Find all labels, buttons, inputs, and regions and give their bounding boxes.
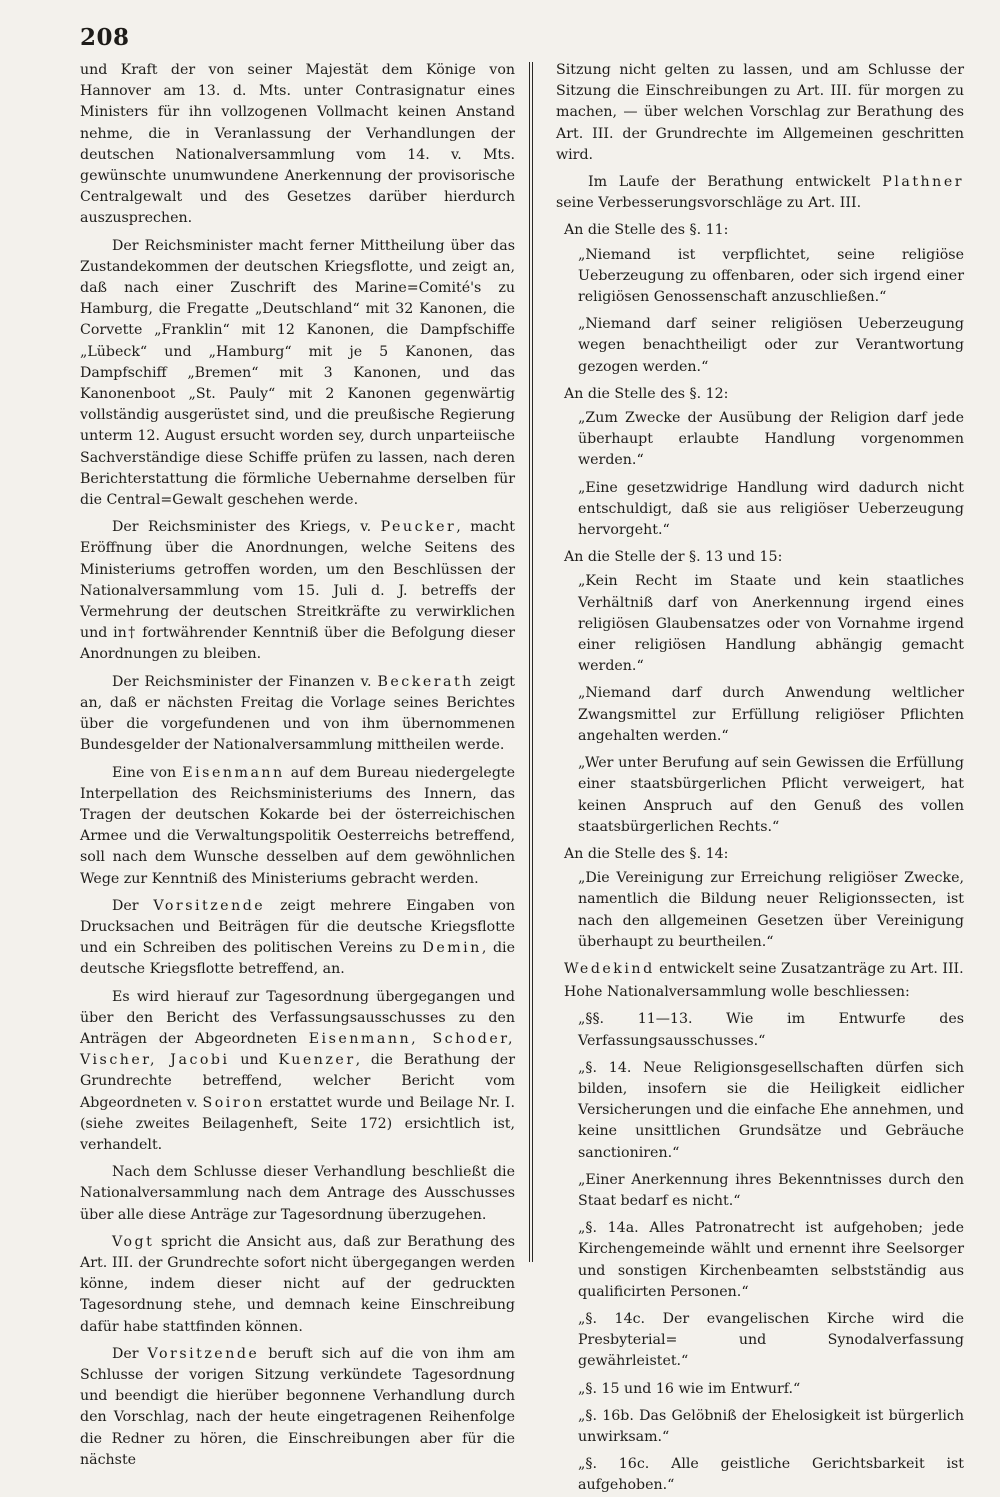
paragraph: Nach dem Schlusse dieser Verhandlung beschließt die Nationalversammlung nach dem Antrage des Ausschusses über alle diese Anträge zur Tagesordnung überzugehen. xyxy=(80,1164,515,1223)
section-heading: An die Stelle der §. 13 und 15: xyxy=(564,549,783,566)
speaker-name: Peucker xyxy=(380,519,457,536)
quote: „§. 15 und 16 wie im Entwurf.“ xyxy=(578,1380,801,1397)
quote: „Wer unter Berufung auf sein Gewissen die Erfüllung einer staatsbürgerlichen Pflicht verweigert, hat keinen Anspruch auf den Genuß des vollen staatsbürgerlichen Rechts.“ xyxy=(578,755,964,835)
right-column xyxy=(556,60,964,1494)
paragraph: Sitzung nicht gelten zu lassen, und am Schlusse der Sitzung die Einschreibungen zu Art. III. für morgen zu machen, — über welchen Vorschlag zur Berathung des Art. III. der Grundrechte im Allgemeinen geschritten wird. xyxy=(556,62,964,163)
paragraph: Der Reichsminister der Finanzen v. Beckerath zeigt an, daß er nächsten Freitag die Vorlage seines Berichtes über die vorgefundenen und von ihm übernommenen Bundesgelder der Nationalversammlung mittheilen werde. xyxy=(80,673,516,754)
quote: „Eine gesetzwidrige Handlung wird dadurch nicht entschuldigt, daß sie aus religiöser Ueberzeugung hervorgeht.“ xyxy=(578,479,964,539)
quote: „§. 14a. Alles Patronatrecht ist aufgehoben; jede Kirchengemeinde wählt und ernennt ihre Seelsorger und sonstigen Kirchenbeamten selbstständig aus qualificirten Personen.“ xyxy=(578,1220,964,1300)
paragraph: Im Laufe der Berathung entwickelt Plathner seine Verbesserungsvorschläge zu Art. III. xyxy=(556,174,964,212)
paragraph: Hohe Nationalversammlung wolle beschliessen: xyxy=(564,984,910,1001)
quote: „Zum Zwecke der Ausübung der Religion darf jede überhaupt erlaubte Handlung vorgenommen werden.“ xyxy=(578,410,964,469)
speaker-names: Eisenmann, Schoder, Vischer, Jacobi xyxy=(80,1030,515,1069)
paragraph: Der Reichsminister macht ferner Mittheilung über das Zustandekommen der deutschen Kriegsflotte, und zeigt an, daß nach einer Zuschrift des Marine=Comité's zu Hamburg, die Fregatte „Deutschland“ mit 32 Kanonen, die Corvette „Franklin“ mit 12 Kanonen, die Dampfschiffe „Lübeck“ und „Hamburg“ mit je 5 Kanonen, das Dampfschiff „Bremen“ mit 3 Kanonen, und das Kanonenboot „St. Pauly“ mit 2 Kanonen gegenwärtig vollständig ausgerüstet sind, und die preußische Regierung unterm 12. August ersucht worden sey, durch unparteiische Sachverständige diese Schiffe prüfen zu lassen, nach deren Berichterstattung die förmliche Uebernahme derselben für die Central=Gewalt geschehen werde. xyxy=(80,237,515,509)
quote: „Niemand darf durch Anwendung weltlicher Zwangsmittel zur Erfüllung religiöser Pflichten angehalten werden.“ xyxy=(578,685,964,744)
paragraph: Der Reichsminister des Kriegs, v. Peucker, macht Eröffnung über die Anordnungen, welche Seitens des Ministeriums getroffen worden, um den Beschlüssen der Nationalversammlung vom 15. Juli d. J. betreffs der Vermehrung der deutschen Streitkräfte zu verwirklichen und in† fortwährender Kenntniß über die Befolgung dieser Anordnungen zu bleiben. xyxy=(80,519,515,663)
speaker-name: Kuenzer xyxy=(278,1052,356,1069)
place-name: Demin xyxy=(422,940,482,957)
page-number: 208 xyxy=(80,24,130,51)
section-heading: An die Stelle des §. 14: xyxy=(564,845,729,862)
left-column xyxy=(80,60,516,1468)
speaker-name: Wedekind xyxy=(564,960,655,977)
paragraph: Vogt spricht die Ansicht aus, daß zur Berathung des Art. III. der Grundrechte sofort nicht übergegangen werden könne, indem dieser nicht auf der gedruckten Tagesordnung stehe, und demnach keine Einschreibung dafür habe stattfinden können. xyxy=(80,1233,515,1335)
section-heading: An die Stelle des §. 11: xyxy=(564,222,729,239)
speaker-name: Plathner xyxy=(882,174,964,191)
quote: „Niemand darf seiner religiösen Ueberzeugung wegen benachtheiligt oder zur Verantwortung gezogen werden.“ xyxy=(578,316,964,375)
paragraph: und Kraft der von seiner Majestät dem Könige von Hannover am 13. d. Mts. unter Contrasignatur eines Ministers für ihn vollzogenen Vollmacht keinen Anstand nehme, die in Veranlassung der Verhandlungen der deutschen Nationalversammlung vom 14. v. Mts. gewünschte unumwundene Anerkennung der provisorische Centralgewalt und des Gesetzes darüber hierdurch auszusprechen. xyxy=(80,62,515,227)
paragraph: Es wird hierauf zur Tagesordnung übergegangen und über den Bericht des Verfassungsausschusses zu den Anträgen der Abgeordneten Eisenmann, Schoder, Vischer, Jacobi und Kuenzer, die Berathung der Grundrechte betreffend, welcher Bericht vom Abgeordneten v. Soiron erstattet wurde und Beilage Nr. I. (siehe zweites Beilagenheft, Seite 172) ersichtlich ist, verhandelt. xyxy=(80,988,515,1153)
speaker-name: Vorsitzende xyxy=(147,1345,260,1362)
quote: „§§. 11—13. Wie im Entwurfe des Verfassungsausschusses.“ xyxy=(578,1011,964,1049)
paragraph: Eine von Eisenmann auf dem Bureau niedergelegte Interpellation des Reichsministeriums des Innern, das Tragen der deutschen Kokarde bei der österreichischen Armee und die Verwaltungspolitik Oesterreichs betreffend, soll nach dem Wunsche desselben auf dem gewöhnlichen Wege zur Kenntniß des Ministeriums gebracht werden. xyxy=(80,764,516,887)
quote: „§. 16b. Das Gelöbniß der Ehelosigkeit ist bürgerlich unwirksam.“ xyxy=(578,1407,964,1445)
quote: „Niemand ist verpflichtet, seine religiöse Ueberzeugung zu offenbaren, oder sich irgend einer religiösen Genossenschaft anzuschließen.“ xyxy=(578,246,964,306)
speaker-name: Eisenmann xyxy=(182,764,285,781)
column-divider xyxy=(529,62,530,1262)
quote: „Kein Recht im Staate und kein staatliches Verhältniß darf von Anerkennung irgend eines religiösen Glaubensatzes oder von Vornahme irgend einer religiösen Handlung abhängig gemacht werden.“ xyxy=(578,573,964,675)
speaker-name: Soiron xyxy=(202,1094,265,1111)
quote: „Die Vereinigung zur Erreichung religiöser Zwecke, namentlich die Bildung neuer Religionssecten, ist nach den allgemeinen Gesetzen über Vereinigung überhaupt zu beurtheilen.“ xyxy=(578,870,964,950)
quote: „§. 14c. Der evangelischen Kirche wird die Presbyterial= und Synodalverfassung gewährleistet.“ xyxy=(578,1310,964,1370)
section-heading: An die Stelle des §. 12: xyxy=(564,385,729,402)
speaker-name: Vorsitzende xyxy=(153,897,266,914)
speaker-name: Vogt xyxy=(112,1233,155,1250)
quote: „§. 16c. Alle geistliche Gerichtsbarkeit ist aufgehoben.“ xyxy=(578,1456,964,1494)
quote: „§. 14. Neue Religionsgesellschaften dürfen sich bilden, insofern sie die Heiligkeit eidlicher Versicherungen und die einfache Ehe annehmen, und keine unsittlichen Grundsätze und Gebräuche sanctioniren.“ xyxy=(578,1059,964,1161)
paragraph: Der Vorsitzende beruft sich auf die von ihm am Schlusse der vorigen Sitzung verkündete Tagesordnung und beendigt die hierüber begonnene Verhandlung durch den Vorschlag, nach der heute eingetragenen Reihenfolge die Redner zu hören, die Einschreibungen aber für die nächste xyxy=(80,1345,516,1468)
paragraph: Wedekind entwickelt seine Zusatzanträge zu Art. III. xyxy=(564,960,964,977)
paragraph: Der Vorsitzende zeigt mehrere Eingaben von Drucksachen und Beiträgen für die deutsche Kriegsflotte und ein Schreiben des politischen Vereins zu Demin, die deutsche Kriegsflotte betreffend, an. xyxy=(80,897,516,978)
speaker-name: Beckerath xyxy=(377,673,474,690)
quote: „Einer Anerkennung ihres Bekenntnisses durch den Staat bedarf es nicht.“ xyxy=(578,1171,964,1209)
